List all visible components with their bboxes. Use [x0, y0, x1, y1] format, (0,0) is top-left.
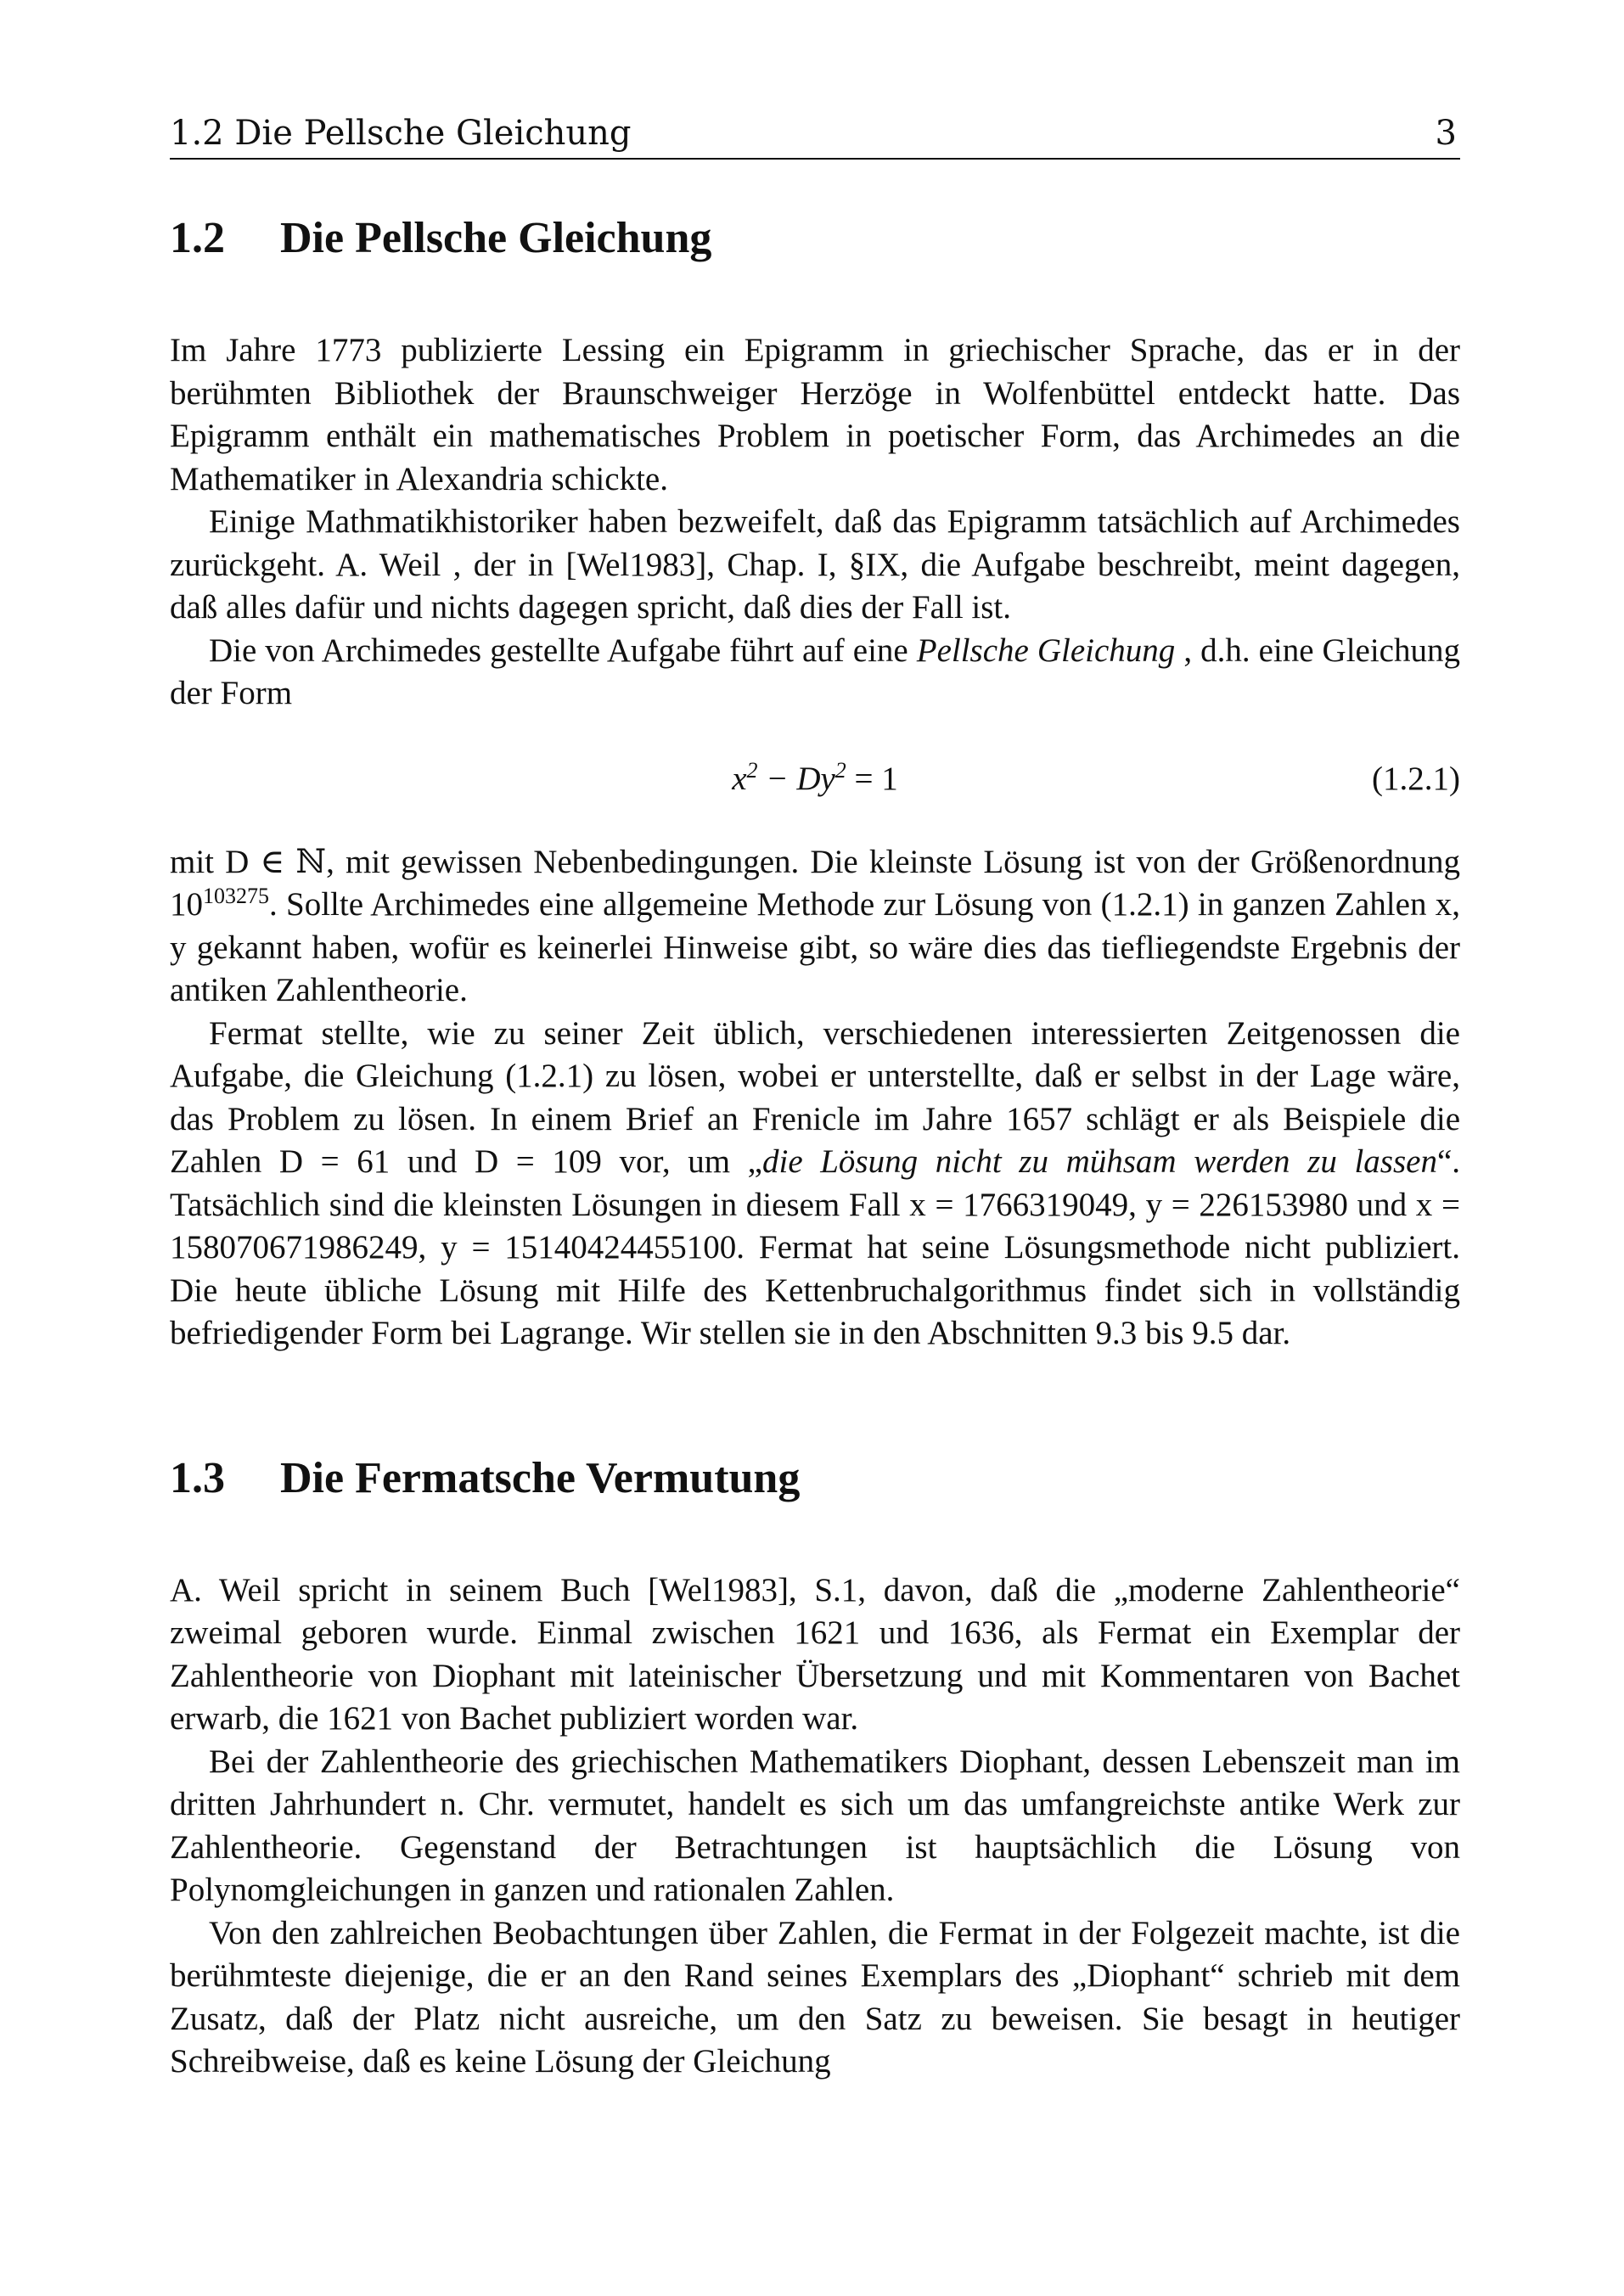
- eq-exponent: 2: [746, 757, 758, 783]
- text-run: Die von Archimedes gestellte Aufgabe führt auf eine: [209, 632, 917, 669]
- running-head: [170, 109, 1460, 160]
- running-head-title: 1.2 Die Pellsche Gleichung: [170, 114, 632, 153]
- quoted-text: die Lösung nicht zu mühsam werden zu lassen: [761, 1143, 1437, 1180]
- eq-exponent: 2: [834, 757, 846, 783]
- paragraph: Einige Mathmatikhistoriker haben bezweifelt, daß das Epigramm tatsächlich auf Archimedes zurückgeht. A. Weil , der in [Wel1983], Chap. I, §IX, die Aufgabe beschreibt, meint dagegen, daß alles dafür und nichts dagegen spricht, daß dies der Fall ist.: [170, 503, 1460, 626]
- paragraph: [170, 1013, 1460, 1356]
- text-run: . Sollte Archimedes eine allgemeine Methode zur Lösung von (1.2.1) in ganzen Zahlen x, y gekannt haben, wofür es keinerlei Hinweise gibt, so wäre dies das tiefliegendste Ergebnis der antiken Zahlentheorie.: [170, 886, 1460, 1008]
- equation-number: (1.2.1): [1372, 760, 1460, 797]
- paragraph: A. Weil spricht in seinem Buch [Wel1983], S.1, davon, daß die „moderne Zahlentheorie“ zweimal geboren wurde. Einmal zwischen 1621 und 1636, als Fermat ein Exemplar der Zahlentheorie von Diophant mit lateinischer Übersetzung und mit Kommentaren von Bachet erwarb, die 1621 von Bachet publiziert worden war.: [170, 1571, 1460, 1737]
- section-title: Die Pellsche Gleichung: [280, 214, 712, 262]
- eq-minus-dy: − Dy: [757, 760, 835, 797]
- eq-rhs: = 1: [846, 760, 898, 797]
- paragraph: [170, 841, 1460, 1013]
- book-page: [170, 109, 1460, 2084]
- text-run: Fermat stellte, wie zu seiner Zeit üblich, verschiedenen interessierten Zeitgenossen die Aufgabe, die Gleichung (1.2.1) zu lösen, wobei er unterstellte, daß er selbst in der Lage wäre, das Problem zu lösen. In einem Brief an Frenicle im Jahre 1657 schlägt er als Beispiele die Zahlen D = 61 und D = 109 vor, um „: [170, 1014, 1460, 1180]
- text-run: mit D ∈ ℕ, mit gewissen Nebenbedingungen. Die kleinste Lösung ist von der Größenordnung 10: [170, 843, 1460, 923]
- section-1-2-body: [170, 329, 1460, 1356]
- emphasized-term: Pellsche Gleichung: [916, 632, 1176, 669]
- section-heading-1-3: [170, 1449, 1460, 1508]
- section-1-3-body: [170, 1569, 1460, 2084]
- equation-body: [170, 758, 1460, 800]
- exponent: 103275: [203, 884, 269, 908]
- section-heading-1-2: [170, 209, 1460, 268]
- page-number: 3: [1435, 114, 1457, 153]
- text-run: , d.h. eine Gleichung der Form: [170, 632, 1460, 711]
- text-run: “. Tatsächlich sind die kleinsten Lösungen in diesem Fall x = 1766319049, y = 226153980 und x = 158070671986249, y = 15140424455100. Fermat hat seine Lösungsmethode nicht publiziert. Die heute übliche Lösung mit Hilfe des Kettenbruchalgorithmus findet sich in vollständig befriedigender Form bei Lagrange. Wir stellen sie in den Abschnitten 9.3 bis 9.5 dar.: [170, 1143, 1461, 1351]
- paragraph: [170, 630, 1460, 716]
- section-number: 1.3: [170, 1453, 225, 1502]
- display-equation: [170, 758, 1460, 800]
- section-number: 1.2: [170, 214, 225, 262]
- eq-x: x: [732, 760, 747, 797]
- paragraph: Bei der Zahlentheorie des griechischen Mathematikers Diophant, dessen Lebenszeit man im dritten Jahrhundert n. Chr. vermutet, handelt es sich um das umfangreichste antike Werk zur Zahlentheorie. Gegenstand der Betrachtungen ist hauptsächlich die Lösung von Polynomgleichungen in ganzen und rationalen Zahlen.: [170, 1743, 1460, 1908]
- paragraph: Im Jahre 1773 publizierte Lessing ein Epigramm in griechischer Sprache, das er in der berühmten Bibliothek der Braunschweiger Herzöge in Wolfenbüttel entdeckt hatte. Das Epigramm enthält ein mathematisches Problem in poetischer Form, das Archimedes an die Mathematiker in Alexandria schickte.: [170, 332, 1460, 497]
- paragraph: Von den zahlreichen Beobachtungen über Zahlen, die Fermat in der Folgezeit machte, ist die berühmteste diejenige, die er an den Rand seines Exemplars des „Diophant“ schrieb mit dem Zusatz, daß der Platz nicht ausreiche, um den Satz zu beweisen. Sie besagt in heutiger Schreibweise, daß es keine Lösung der Gleichung: [170, 1914, 1460, 2080]
- section-title: Die Fermatsche Vermutung: [280, 1453, 801, 1502]
